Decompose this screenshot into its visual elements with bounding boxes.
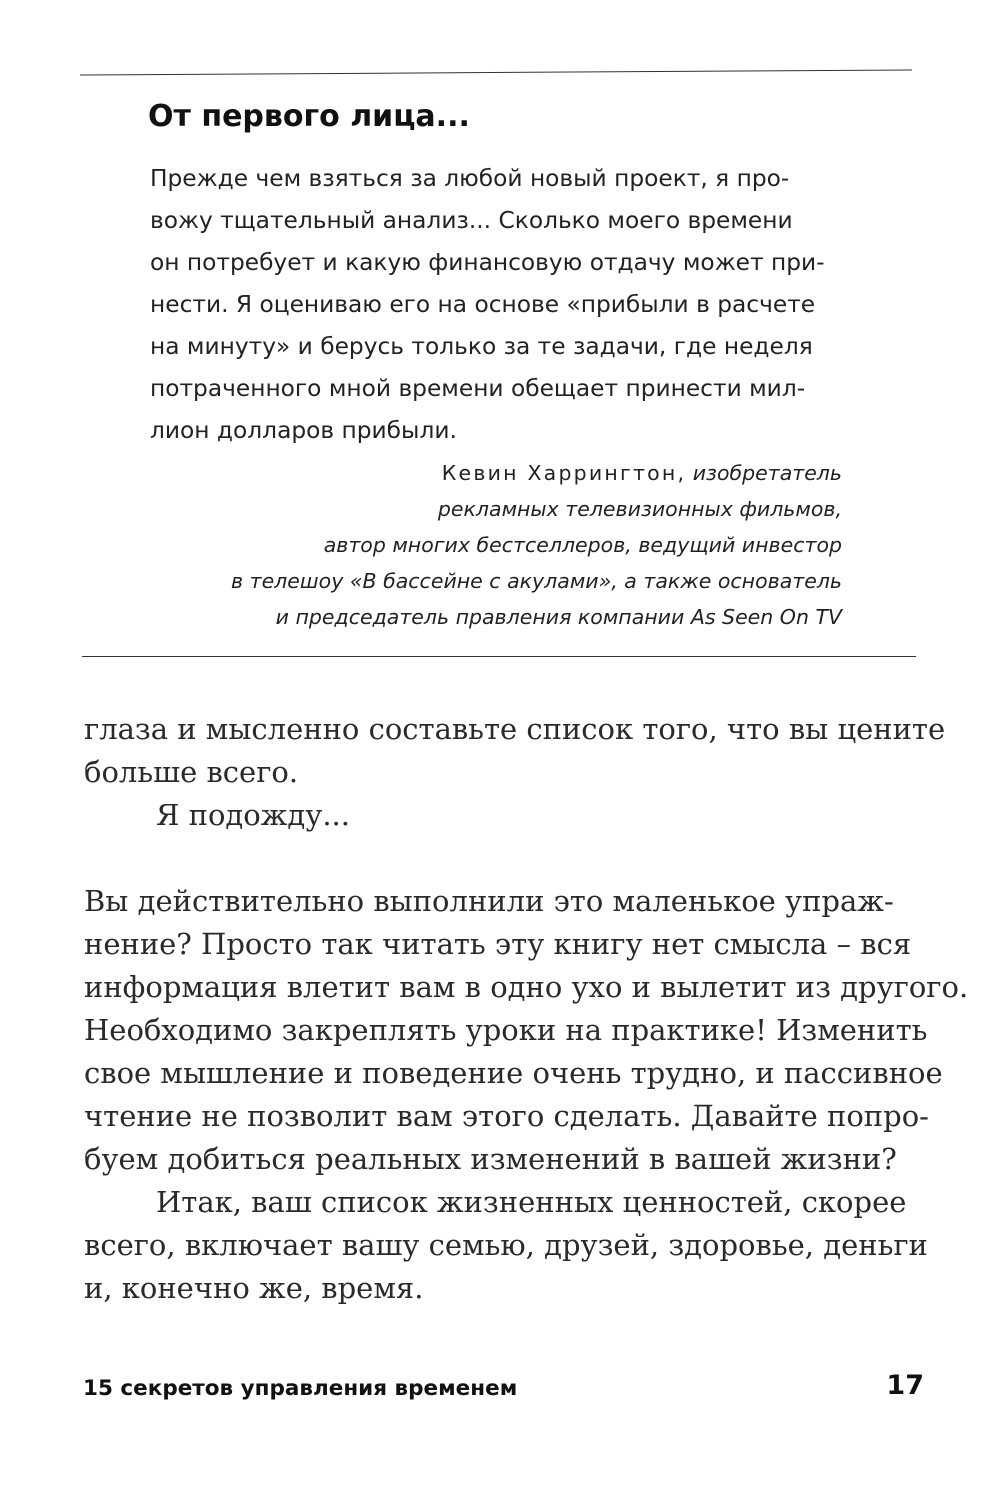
sidebar-quote-line: он потребует и какую финансовую отдачу может при-: [150, 249, 825, 276]
paragraph-line: Необходимо закреплять уроки на практике! Изменить: [84, 1013, 928, 1047]
sidebar-quote-line: на минуту» и берусь только за те задачи, где неделя: [150, 333, 813, 360]
paragraph-line: Я подожду...: [156, 798, 350, 832]
sidebar-bottom-rule: [82, 656, 916, 657]
sidebar-quote-line: вожу тщательный анализ... Сколько моего времени: [150, 207, 793, 234]
sidebar-top-rule: [80, 69, 912, 75]
sidebar-quote: [150, 158, 850, 452]
paragraph-line: нение? Просто так читать эту книгу нет смысла – вся: [84, 927, 912, 961]
paragraph-line: больше всего.: [84, 755, 299, 789]
sidebar-quote-line: потраченного мной времени обещает принести мил-: [150, 375, 806, 402]
main-body-text: [84, 708, 969, 1310]
paragraph-line: буем добиться реальных изменений в вашей жизни?: [84, 1142, 897, 1176]
paragraph-line: чтение не позволит вам этого сделать. Давайте попро-: [84, 1099, 929, 1133]
sidebar-title: От первого лица...: [148, 99, 470, 134]
running-footer-title: 15 секретов управления временем: [83, 1376, 518, 1401]
sidebar-quote-line: лион долларов прибыли.: [150, 417, 457, 444]
attribution-name: Кевин Харрингтон,: [441, 461, 687, 485]
paragraph-line: всего, включает вашу семью, друзей, здоровье, деньги: [84, 1228, 928, 1262]
attribution-role-line: изобретатель: [692, 461, 842, 485]
attribution-first-line: [231, 455, 842, 491]
paragraph-line: глаза и мысленно составьте список того, что вы цените: [84, 712, 946, 746]
paragraph-line: свое мышление и поведение очень трудно, и пассивное: [84, 1056, 943, 1090]
sidebar-quote-line: Прежде чем взяться за любой новый проект, я про-: [150, 165, 790, 192]
paragraph-line: информация влетит вам в одно ухо и вылетит из другого.: [84, 970, 969, 1004]
attribution-role-line: в телешоу «В бассейне с акулами», а также основатель: [231, 569, 842, 593]
page-number: 17: [886, 1370, 924, 1401]
paragraph-line: Итак, ваш список жизненных ценностей, скорее: [156, 1185, 907, 1219]
attribution-role-line: и председатель правления компании As Seen On TV: [275, 605, 842, 629]
paragraph-line: Вы действительно выполнили это маленькое упраж-: [84, 884, 894, 918]
attribution-role-line: автор многих бестселлеров, ведущий инвестор: [323, 533, 842, 557]
paragraph-spacer: [84, 837, 924, 880]
sidebar-quote-line: нести. Я оцениваю его на основе «прибыли в расчете: [150, 291, 816, 318]
paragraph-line: и, конечно же, время.: [84, 1271, 424, 1305]
quote-attribution: [231, 455, 842, 635]
attribution-role-line: рекламных телевизионных фильмов,: [437, 497, 842, 521]
